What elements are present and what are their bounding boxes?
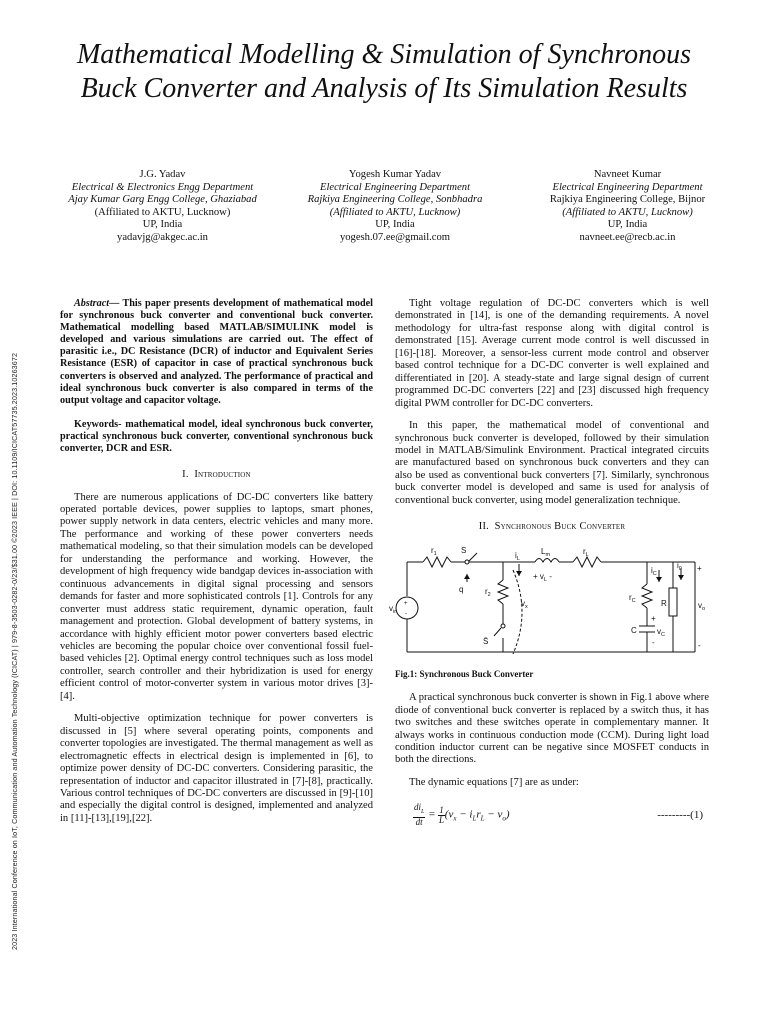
author-department: Electrical Engineering Department	[552, 181, 703, 193]
label-switch-s: S	[461, 545, 467, 555]
label-r2: $r_2$	[485, 586, 491, 598]
label-c: C	[631, 625, 637, 635]
abstract-text: — This paper presents development of mathematical model for synchronous buck converter and conventional buck converter. Mathematical modelling based MATLAB/SIMULINK model is developed and various simulations are carried out. The effect of parasitic i.e., DC Resistance (DCR) of inductor and Equivalent Series Resistance (ESR) of capacitor in case of practical synchronous buck converters is observed and analyzed. The performance of practical and ideal synchronous buck converter is also compared in terms of the output voltage and capacitor voltage.	[60, 298, 373, 406]
section-number: I.	[182, 469, 189, 481]
equation-rhs-fraction: $\frac{1}{L}$	[439, 804, 445, 825]
author-name: Navneet Kumar	[593, 169, 662, 180]
author-location: UP, India	[375, 219, 415, 231]
equation-1	[395, 803, 709, 827]
author-affiliation: (Affiliated to AKTU, Lucknow)	[329, 206, 461, 218]
label-il: $i_L$	[515, 550, 520, 562]
label-vc-plus: +	[651, 613, 656, 623]
author-college: Rajkiya Engineering College, Sonbhadra	[307, 194, 483, 206]
author-email[interactable]: navneet.ee@recb.ac.in	[579, 231, 676, 243]
author-location: UP, India	[142, 219, 183, 231]
introduction-paragraph-1: There are numerous applications of DC-DC converters like battery operated portable devices, power supplies to laptops, smart phones, power supply network in data centers, electric vehicles and many more. The performance and working of these power converters needs mathematical modeling, so that their simulation models can be developed for understanding the performance and working. However, the development of high frequency wide bandgap devices in-association with continuous advancements in digital signal processing and sensors demands for faster and more sophisticated controls [1]. Controls for any converter must address static requirement, dynamic operation, fault management and protection. Global development of battery systems, in accordance with highly efficient motor power converters based electric vehicles are becoming the popular choice over conventional fossil fuel-based vehicles [2]. Optimal energy control techniques such as loss model controller, search controller and their hybridization is used for energy efficient control of motor-converter system in various motor drives [3]-[4].	[60, 491, 373, 702]
label-rl: $r_L$	[583, 546, 589, 558]
author-department: Electrical Engineering Department	[319, 181, 471, 193]
author-name: Yogesh Kumar Yadav	[348, 169, 442, 180]
figure-caption: Fig.1: Synchronous Buck Converter	[395, 668, 534, 679]
section-heading-introduction	[60, 469, 373, 481]
introduction-paragraph-2: Multi-objective optimization technique for power converters is discussed in [5] where several operating points, components and converter topologies are investigated. The thermal management as well as electromagnetic effects in electrical design is implemented in [6], to optimize power density of DC-DC converters. Considering parasitic, the representation of inductor and capacitor illustrated in [7]-[8], practically. Various control techniques of DC-DC converters are discussed in [9]-[10] and especially the digital control is designed, implemented and analyzed in [11]-[13],[19],[22].	[60, 713, 373, 824]
section-title: Synchronous Buck Converter	[494, 521, 626, 533]
author-affiliation: (Affiliated to AKTU, Lucknow)	[562, 206, 693, 218]
equation-lhs-fraction: $\frac{di_L}{dt}$	[414, 802, 425, 828]
label-q: q	[459, 584, 464, 594]
right-paragraph-4: The dynamic equations [7] are as under:	[409, 776, 579, 788]
label-ic: $i_C$	[651, 565, 657, 577]
label-vo: $v_o$	[698, 600, 706, 612]
abstract	[60, 298, 373, 407]
circuit-diagram	[389, 542, 709, 664]
label-vl: + $v_L$ -	[533, 571, 552, 583]
label-lm: $L_m$	[541, 546, 551, 558]
author-location: UP, India	[607, 219, 648, 231]
paper-title: Mathematical Modelling & Simulation of Synchronous Buck Converter and Analysis of Its Simulation Results	[76, 39, 692, 104]
equation-body: $\frac{di_L}{dt}$ = $\frac{1}{L}$ $(v_x - i_Lr_L - v_o)$	[414, 802, 510, 828]
author-1	[55, 169, 270, 245]
right-paragraph-3: A practical synchronous buck converter is shown in Fig.1 above where diode of conventional buck converter is replaced by a switch thus, it has two switches and these switches operate in complementary manner. It always works in continuous conduction mode (CCM). During light load condition inductor current can be negative since MOSFET conducts in both the directions.	[395, 692, 709, 766]
author-department: Electrical & Electronics Engg Department	[71, 181, 254, 193]
author-3	[520, 169, 735, 245]
label-vo-plus: +	[697, 563, 702, 573]
author-email[interactable]: yogesh.07.ee@gmail.com	[339, 231, 451, 243]
section-title: Introduction	[194, 469, 251, 481]
label-r: R	[661, 598, 667, 608]
left-column	[60, 298, 373, 825]
right-column	[389, 298, 709, 828]
label-vo-minus: -	[698, 640, 701, 650]
keywords: Keywords- mathematical model, ideal synchronous buck converter, practical synchronous buck converter, conventional synchronous buck converter, DCR and ESR.	[60, 418, 373, 455]
label-vc-minus: -	[652, 637, 655, 647]
label-vin: $v_{in}$	[389, 603, 398, 615]
label-source-minus: -	[405, 610, 407, 617]
label-vx: $v_x$	[521, 598, 528, 610]
author-2	[288, 169, 503, 245]
author-affiliation: (Affiliated to AKTU, Lucknow)	[94, 206, 231, 218]
label-io: $i_0$	[677, 560, 682, 572]
label-s-bar: S̄	[483, 636, 489, 646]
author-college: Ajay Kumar Garg Engg College, Ghaziabad	[68, 194, 257, 206]
author-email[interactable]: yadavjg@akgec.ac.in	[117, 231, 208, 243]
section-heading-synchronous-buck	[395, 521, 709, 533]
abstract-label: Abstract	[74, 298, 110, 309]
equation-number: ---------(1)	[657, 809, 703, 821]
label-source-plus: +	[404, 600, 408, 607]
right-paragraph-1: Tight voltage regulation of DC-DC converters which is well demonstrated in [14], is one of the demanding requirements. A novel methodology for ultra-fast response along with digital control is demonstrated [15]. Average current mode control is well discussed in [16]-[18]. Moreover, a sensor-less current mode control and observer based control technique for a DC-DC converter is well explained and differentiated in [20]. A steady-state and large signal design of current programmed DC-DC converters [22] and [23] discussed high frequency digital PWM controller for DC-DC converters.	[395, 298, 709, 409]
right-paragraph-2: In this paper, the mathematical model of conventional and synchronous buck converter is developed, followed by their simulation model in MATLAB/Simulink Environment. Practical integrated circuits are manufactured based on synchronous buck converters and they can also be used as conventional buck converters [7]. Similarly, synchronous buck converter model is developed and same is used for analysis of conventional buck converter, using model generalization technique.	[395, 420, 709, 506]
label-r1: $r_1$	[431, 545, 437, 557]
conference-footer-note: 2023 International Conference on IoT, Communication and Automation Technology (ICICAT) | 979-8-3503-0282-0/23/$31.00 ©2023 IEEE | DOI: 10.1109/ICICAT57735.2023.10263672	[10, 352, 19, 950]
section-number: II.	[478, 521, 489, 533]
author-block	[55, 169, 735, 245]
author-college: Rajkiya Engineering College, Bijnor	[549, 194, 706, 206]
author-name: J.G. Yadav	[139, 169, 186, 180]
label-vc: $v_C$	[657, 626, 665, 638]
label-rc: $r_C$	[629, 592, 636, 604]
